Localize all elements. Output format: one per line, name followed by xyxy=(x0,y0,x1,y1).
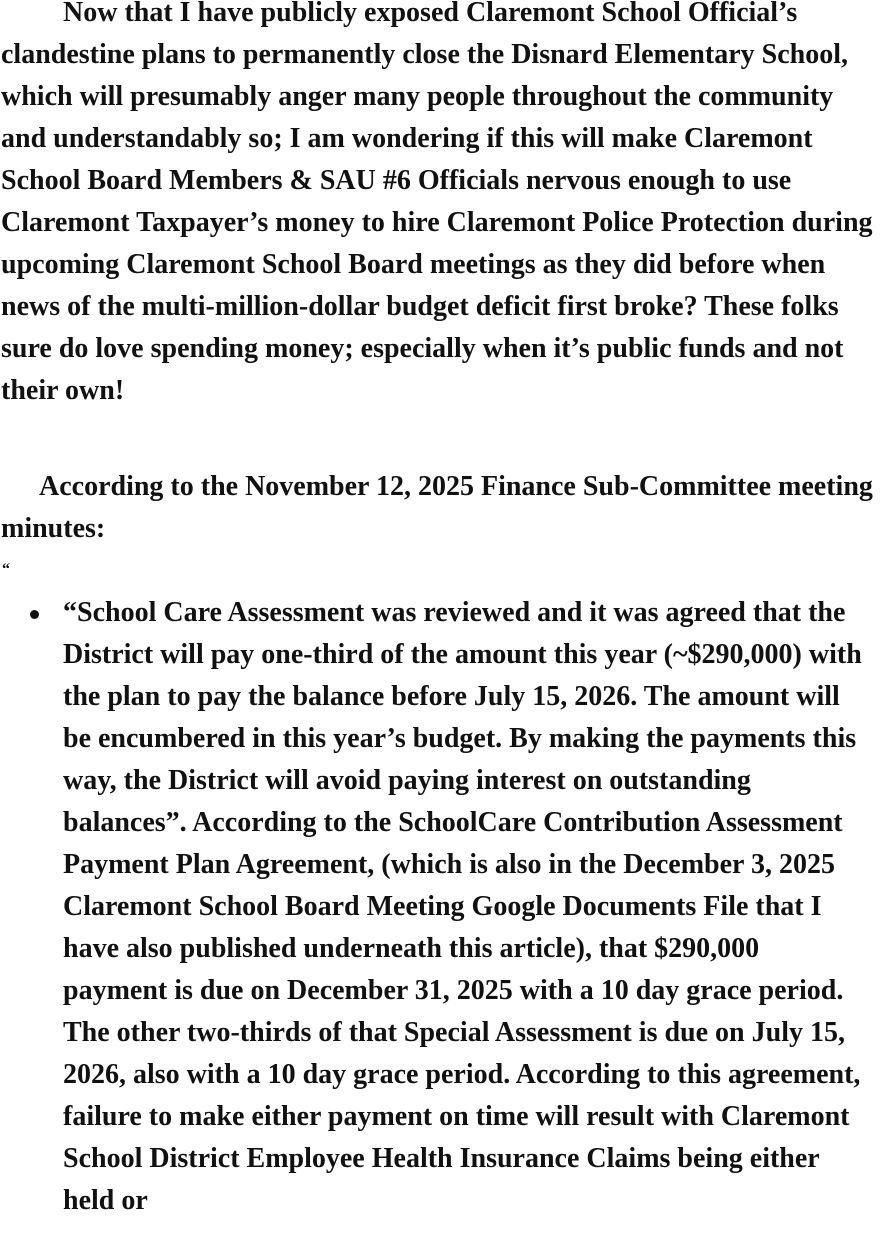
bullet-item xyxy=(0,592,868,1222)
bullet-dot-icon xyxy=(30,610,39,619)
stray-quote-mark: “ xyxy=(2,561,10,578)
bullet-text: “School Care Assessment was reviewed and it was agreed that the District will pay one-third of the amount this year (~$290,000) with the plan to pay the balance before July 15, 2026. The amount will be encumbered in this year’s budget. By making the payments this way, the District will avoid paying interest on outstanding balances”. According to the SchoolCare Contribution Assessment Payment Plan Agreement, (which is also in the December 3, 2025 Claremont School Board Meeting Google Documents File that I have also published underneath this article), that $290,000 payment is due on December 31, 2025 with a 10 day grace period. The other two-thirds of that Special Assessment is due on July 15, 2026, also with a 10 day grace period. According to this agreement, failure to make either payment on time will result with Claremont School District Employee Health Insurance Claims being either held or xyxy=(63,597,862,1216)
paragraph-intro: Now that I have publicly exposed Claremont School Official’s clandestine plans to permanently close the Disnard Elementary School, which will presumably anger many people throughout the community and understandably so; I am wondering if this will make Claremont School Board Members & SAU #6 Officials nervous enough to use Claremont Taxpayer’s money to hire Claremont Police Protection during upcoming Claremont School Board meetings as they did before when news of the multi-million-dollar budget deficit first broke? These folks sure do love spending money; especially when it’s public funds and not their own! xyxy=(1,0,873,406)
paragraph-minutes-intro: According to the November 12, 2025 Finance Sub-Committee meeting minutes: xyxy=(1,471,873,544)
bullet-list xyxy=(0,592,880,1222)
